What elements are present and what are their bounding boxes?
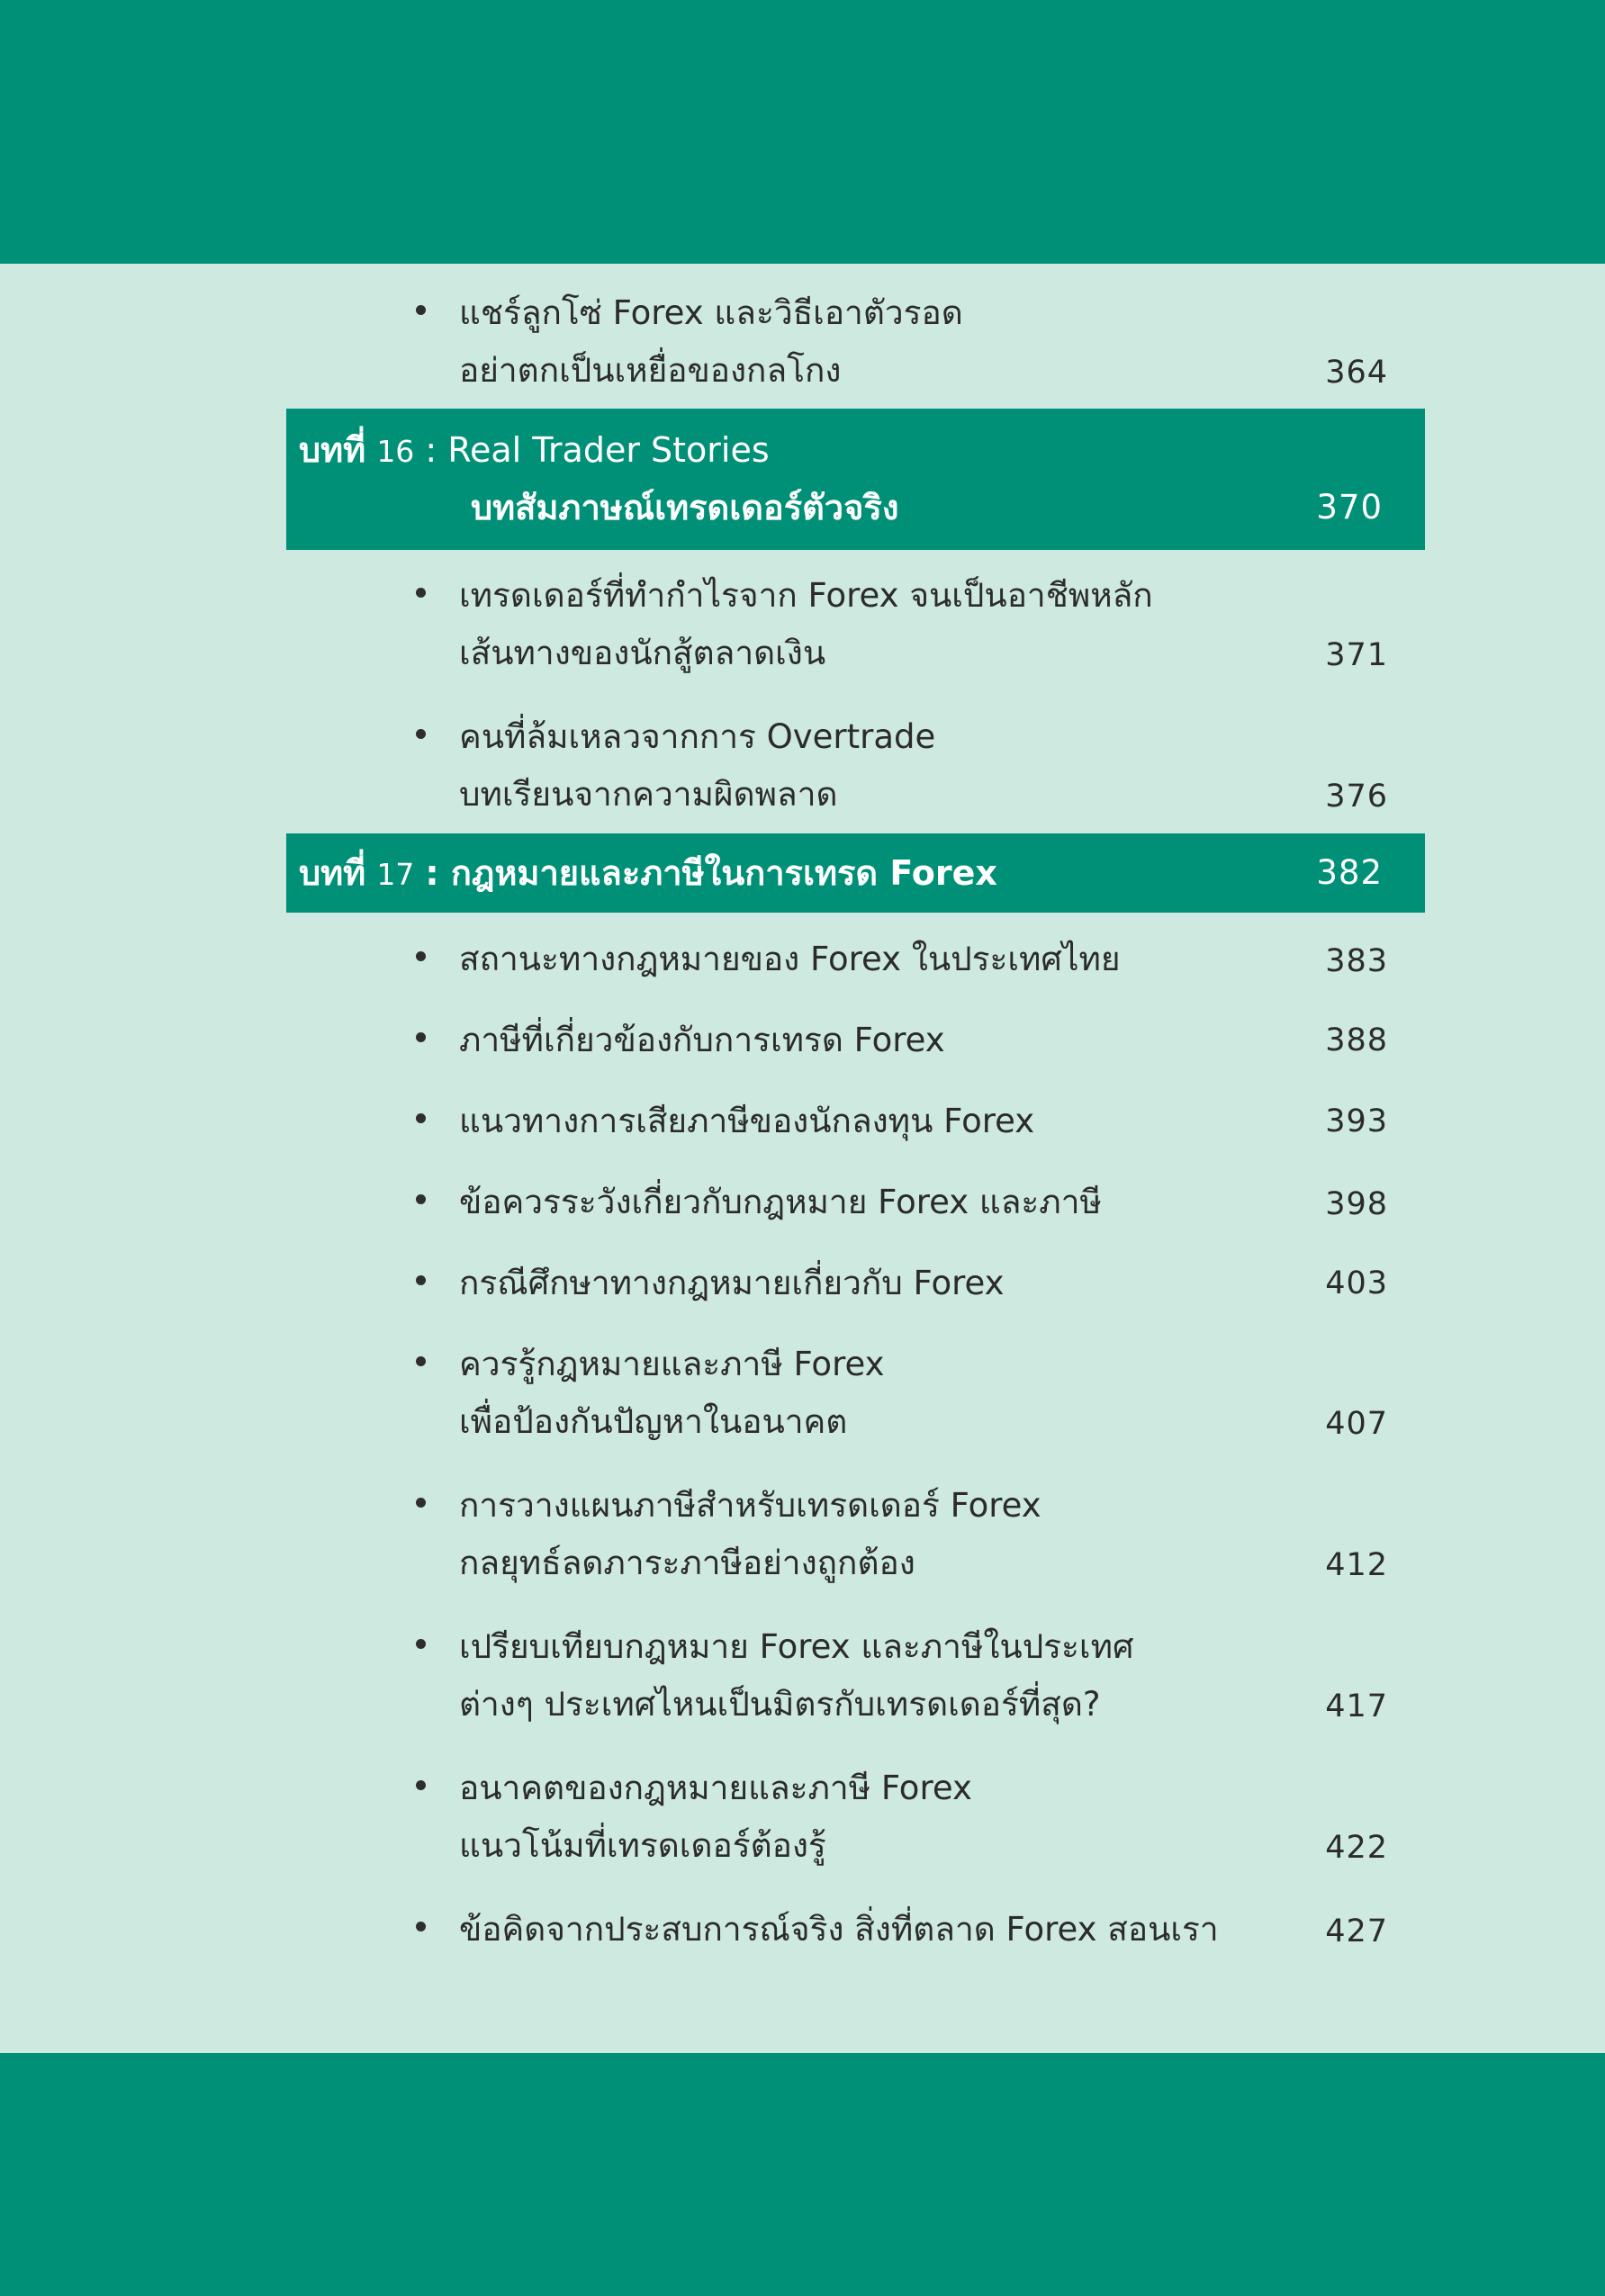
chapter-subtitle: บทสัมภาษณ์เทรดเดอร์ตัวจริง [471, 488, 899, 527]
chapter-title: : กฎหมายและภาษีในการเทรด Forex [425, 853, 997, 893]
toc-entry-title: การวางแผนภาษีสำหรับเทรดเดอร์ Forex [459, 1486, 1041, 1525]
toc-entry[interactable] [416, 1260, 1388, 1310]
toc-entry-title: สถานะทางกฎหมายของ Forex ในประเทศไทย [459, 940, 1121, 978]
toc-entry[interactable] [416, 572, 1388, 680]
toc-entry-page: 383 [1325, 943, 1388, 979]
bullet-icon [416, 588, 426, 598]
toc-entry-page: 393 [1325, 1103, 1388, 1139]
toc-entry[interactable] [416, 1098, 1388, 1148]
toc-entry-page: 388 [1325, 1022, 1388, 1058]
bullet-icon [416, 729, 426, 739]
chapter-label: บทที่ [299, 430, 366, 470]
toc-entry-page: 407 [1325, 1406, 1388, 1442]
toc-entry-subtitle: กลยุทธ์ลดภาระภาษีอย่างถูกต้อง [459, 1544, 915, 1582]
bullet-icon [416, 1113, 426, 1123]
bottom-band [0, 2053, 1605, 2296]
toc-entry[interactable] [416, 1765, 1388, 1873]
chapter-16-title-line [299, 427, 770, 475]
chapter-17-title-line [299, 850, 997, 898]
chapter-number: 16 [376, 434, 415, 469]
toc-entry-subtitle: แนวโน้มที่เทรดเดอร์ต้องรู้ [459, 1826, 826, 1865]
bullet-icon [416, 1356, 426, 1366]
chapter-page: 382 [1316, 853, 1383, 892]
toc-entry[interactable] [416, 936, 1388, 986]
toc-entry-title: ภาษีที่เกี่ยวข้องกับการเทรด Forex [459, 1021, 945, 1059]
chapter-label: บทที่ [299, 853, 366, 893]
bullet-icon [416, 1032, 426, 1042]
chapter-17-header[interactable] [286, 833, 1425, 913]
chapter-title: : Real Trader Stories [425, 430, 770, 470]
chapter-16-header[interactable] [286, 409, 1425, 550]
bullet-icon [416, 951, 426, 961]
toc-entry-page: 422 [1325, 1830, 1388, 1866]
toc-entry-page: 412 [1325, 1547, 1388, 1583]
toc-entry[interactable] [416, 290, 1388, 398]
toc-entry-title: แชร์ลูกโซ่ Forex และวิธีเอาตัวรอด [459, 293, 963, 332]
toc-entry-title: แนวทางการเสียภาษีของนักลงทุน Forex [459, 1102, 1035, 1140]
bullet-icon [416, 1194, 426, 1204]
toc-entry-title: เทรดเดอร์ที่ทำกำไรจาก Forex จนเป็นอาชีพหลัก [459, 576, 1153, 615]
toc-entry-subtitle: เส้นทางของนักสู้ตลาดเงิน [459, 634, 826, 672]
toc-entry-title: เปรียบเทียบกฎหมาย Forex และภาษีในประเทศ [459, 1627, 1134, 1666]
toc-entry-page: 403 [1325, 1265, 1388, 1301]
toc-entry-title: ข้อควรระวังเกี่ยวกับกฎหมาย Forex และภาษี [459, 1183, 1102, 1221]
toc-entry-subtitle: เพื่อป้องกันปัญหาในอนาคต [459, 1402, 848, 1441]
chapter-page: 370 [1316, 488, 1383, 527]
toc-entry-page: 371 [1325, 637, 1388, 673]
bullet-icon [416, 305, 426, 315]
bullet-icon [416, 1639, 426, 1649]
toc-entry-subtitle: ต่างๆ ประเทศไหนเป็นมิตรกับเทรดเดอร์ที่สุด? [459, 1685, 1101, 1724]
toc-entry[interactable] [416, 1482, 1388, 1590]
toc-entry-subtitle: บทเรียนจากความผิดพลาด [459, 775, 838, 814]
toc-entry-page: 364 [1325, 355, 1388, 391]
bullet-icon [416, 1498, 426, 1508]
toc-entry-page: 427 [1325, 1913, 1388, 1949]
toc-entry[interactable] [416, 1624, 1388, 1732]
toc-entry-page: 376 [1325, 779, 1388, 815]
toc-entry[interactable] [416, 1017, 1388, 1067]
bullet-icon [416, 1780, 426, 1790]
chapter-number: 17 [376, 857, 415, 892]
toc-entry-title: คนที่ล้มเหลวจากการ Overtrade [459, 717, 936, 756]
top-band [0, 0, 1605, 264]
toc-entry[interactable] [416, 1179, 1388, 1229]
toc-entry[interactable] [416, 1906, 1388, 1957]
toc-entry-title: ควรรู้กฎหมายและภาษี Forex [459, 1345, 885, 1383]
bullet-icon [416, 1922, 426, 1931]
toc-entry-page: 417 [1325, 1688, 1388, 1724]
toc-entry-subtitle: อย่าตกเป็นเหยื่อของกลโกง [459, 351, 842, 390]
toc-entry[interactable] [416, 714, 1388, 822]
toc-entry[interactable] [416, 1341, 1388, 1449]
bullet-icon [416, 1275, 426, 1285]
toc-entry-title: กรณีศึกษาทางกฎหมายเกี่ยวกับ Forex [459, 1264, 1005, 1302]
toc-entry-page: 398 [1325, 1186, 1388, 1222]
toc-entry-title: ข้อคิดจากประสบการณ์จริง สิ่งที่ตลาด Forex สอนเรา [459, 1910, 1219, 1949]
toc-entry-title: อนาคตของกฎหมายและภาษี Forex [459, 1769, 972, 1807]
